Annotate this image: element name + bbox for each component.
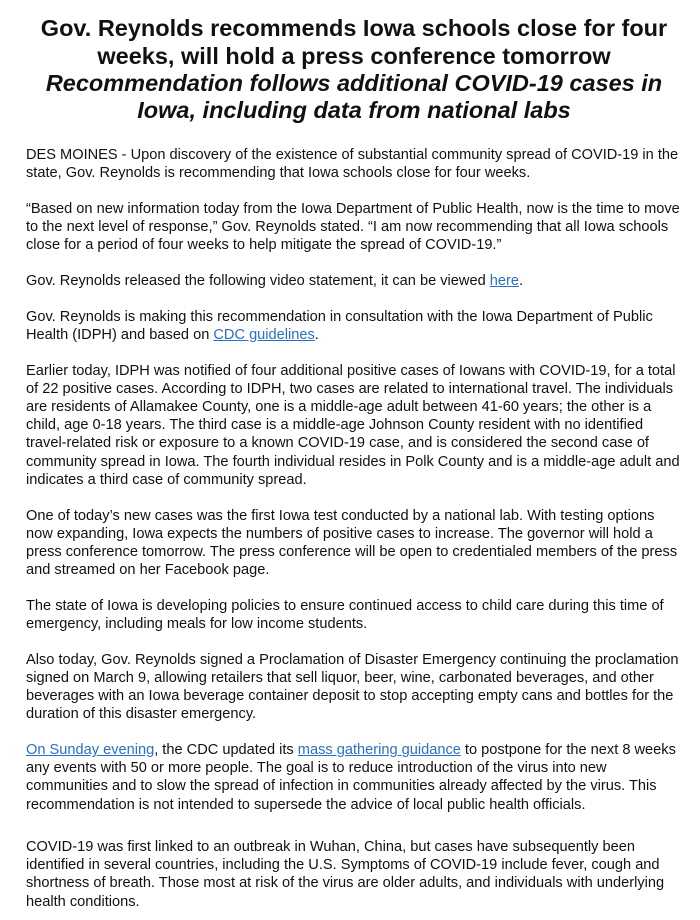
paragraph-cdc-text: Gov. Reynolds is making this recommendation in consultation with the Iowa Department of Public Health (IDPH) and based on (26, 308, 653, 343)
paragraph-mass-gathering-text: , the CDC updated its (154, 742, 298, 759)
paragraph-covid-background: COVID-19 was first linked to an outbreak in Wuhan, China, but cases have subsequently been identified in several countries, including the U.S. Symptoms of COVID-19 include fever, cough and shortness of breath. Those most at risk of the virus are older adults, and individuals with underlying health conditions. (26, 838, 665, 910)
headline: Gov. Reynolds recommends Iowa schools close for four weeks, will hold a press conference tomorrow (40, 15, 668, 69)
paragraph-mass-gathering (26, 741, 682, 814)
paragraph-video-end: . (518, 273, 524, 290)
mass-gathering-guidance-link[interactable]: mass gathering guidance (297, 742, 461, 759)
paragraph-child-care: The state of Iowa is developing policies to ensure continued access to child care during this time of emergency, including meals for low income students. (26, 597, 664, 633)
paragraph-video-statement (26, 272, 682, 290)
cdc-guidelines-link[interactable]: CDC guidelines (213, 326, 315, 343)
paragraph-mass-gathering-rest: to postpone for the next 8 weeks any events with 50 or more people. The goal is to reduce introduction of the virus into new communities and to slow the spread of infection in communities already affected by the virus. This recommendation is not intended to supersede the advice of local public health officials. (26, 742, 676, 813)
paragraph-video-text: Gov. Reynolds released the following video statement, it can be viewed (26, 273, 490, 290)
video-here-link[interactable]: here (489, 273, 519, 290)
paragraph-cdc-guidelines (26, 308, 682, 344)
paragraph-quote: “Based on new information today from the Iowa Department of Public Health, now is the time to move to the next level of response,” Gov. Reynolds stated. “I am now recommending that all Iowa schools close for a period of four weeks to help mitigate the spread of COVID-19.” (26, 200, 680, 254)
paragraph-national-lab: One of today’s new cases was the first Iowa test conducted by a national lab. With testing options now expanding, Iowa expects the numbers of positive cases to increase. The governor will hold a press conference tomorrow. The press conference will be open to credentialed members of the press and streamed on her Facebook page. (26, 507, 678, 579)
paragraph-cdc-end: . (314, 326, 319, 343)
paragraph-new-cases: Earlier today, IDPH was notified of four additional positive cases of Iowans with COVID-19, for a total of 22 positive cases. According to IDPH, two cases are related to international travel. The individuals are residents of Allamakee County, one is a middle-age adult between 41-60 years; the other is a child, age 0-18 years. The third case is a middle-age Johnson County resident with no identified travel-related risk or exposure to a known COVID-19 case, and is considered the second case of community spread in Iowa. The fourth individual resides in Polk County and is a middle-age adult and indicates a third case of community spread. (26, 362, 680, 488)
sunday-evening-link[interactable]: On Sunday evening (26, 742, 155, 759)
paragraph-proclamation: Also today, Gov. Reynolds signed a Proclamation of Disaster Emergency continuing the proclamation signed on March 9, allowing retailers that sell liquor, beer, wine, carbonated beverages, and other beverages with an Iowa beverage container deposit to stop accepting empty cans and bottles for the duration of this disaster emergency. (26, 651, 679, 723)
subheadline: Recommendation follows additional COVID-19 cases in Iowa, including data from national labs (45, 70, 663, 123)
paragraph-dateline: DES MOINES - Upon discovery of the existence of substantial community spread of COVID-19 in the state, Gov. Reynolds is recommending that Iowa schools close for four weeks. (26, 147, 679, 182)
